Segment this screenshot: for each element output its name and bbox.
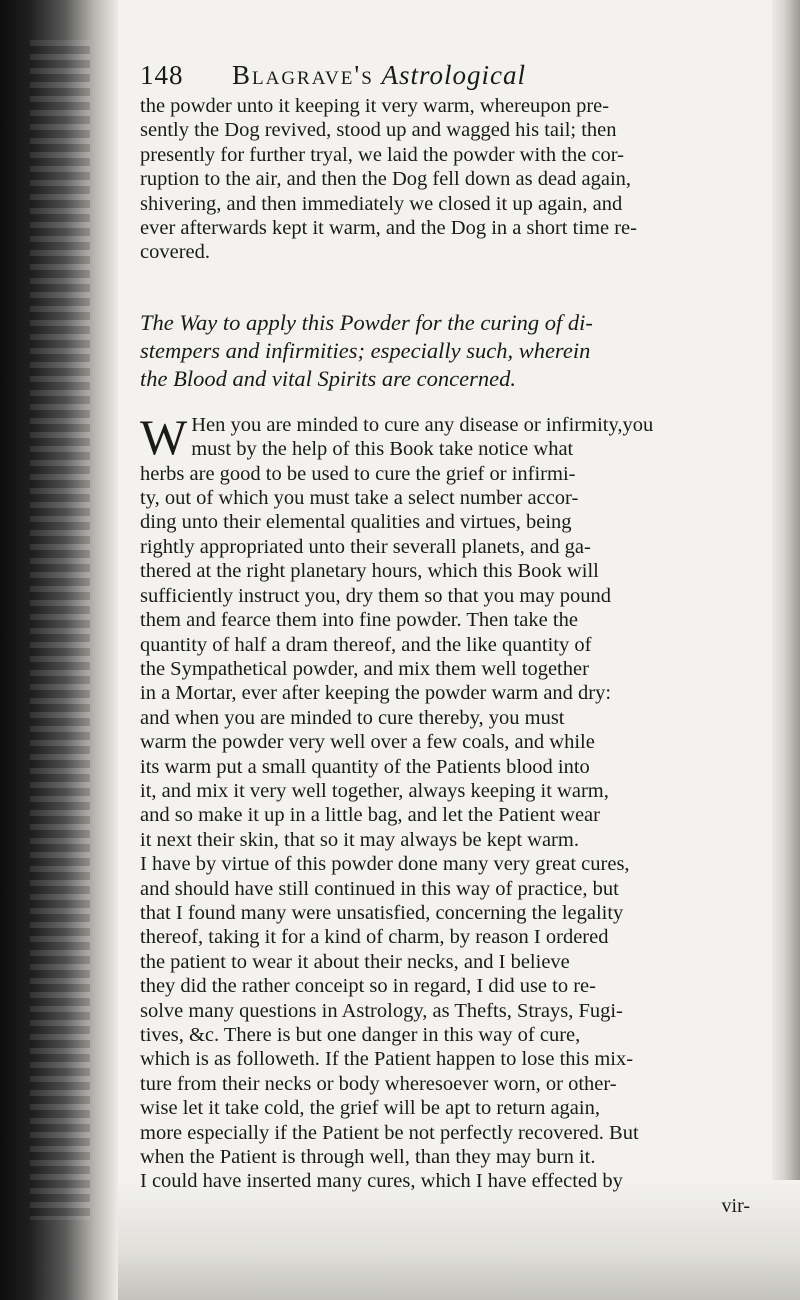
page-edge-shadow (772, 0, 800, 1300)
drop-cap-block (140, 408, 770, 465)
text-line: presently for further tryal, we laid the powder with the cor- (140, 143, 625, 166)
heading-line: stempers and infirmities; especially such, wherein (140, 337, 591, 363)
top-paragraph (140, 94, 770, 265)
text-line: I could have inserted many cures, which I have effected by (140, 1170, 623, 1193)
text-line: ty, out of which you must take a select number accor- (140, 487, 579, 510)
text-line: it next their skin, that so it may always be kept warm. (140, 828, 579, 851)
text-line: and when you are minded to cure thereby, you must (140, 706, 565, 729)
text-line: in a Mortar, ever after keeping the powder warm and dry: (140, 682, 612, 705)
text-line: thereof, taking it for a kind of charm, by reason I ordered (140, 926, 609, 949)
text-line: thered at the right planetary hours, which this Book will (140, 560, 599, 583)
text-line: herbs are good to be used to cure the grief or infirmi- (140, 462, 576, 485)
running-header (140, 58, 770, 94)
book-binding-shadow (0, 0, 118, 1300)
text-line: tives, &c. There is but one danger in this way of cure, (140, 1024, 581, 1046)
text-line: ever afterwards kept it warm, and the Dog in a short time re- (140, 217, 637, 240)
text-line: that I found many were unsatisfied, concerning the legality (140, 901, 624, 924)
catchword: vir- (721, 1194, 750, 1217)
text-line: and so make it up in a little bag, and let the Patient wear (140, 804, 600, 827)
running-title (232, 60, 526, 91)
text-line: sently the Dog revived, stood up and wagged his tail; then (140, 119, 617, 142)
text-line: which is as followeth. If the Patient happen to lose this mix- (140, 1048, 634, 1071)
text-line: solve many questions in Astrology, as Thefts, Strays, Fugi- (140, 999, 623, 1022)
text-line: I have by virtue of this powder done many very great cures, (140, 853, 630, 876)
heading-line: the Blood and vital Spirits are concerned. (140, 365, 516, 391)
text-line: Hen you are minded to cure any disease or infirmity,you (191, 413, 654, 436)
text-line: its warm put a small quantity of the Patients blood into (140, 755, 590, 778)
text-line: rightly appropriated unto their severall planets, and ga- (140, 535, 591, 558)
text-line: the patient to wear it about their necks, and I believe (140, 950, 570, 973)
text-line: it, and mix it very well together, always keeping it warm, (140, 779, 609, 802)
drop-cap: W (140, 408, 188, 465)
text-line: shivering, and then immediately we closed it up again, and (140, 192, 623, 215)
text-line: more especially if the Patient be not perfectly recovered. But (140, 1121, 639, 1144)
section-heading (140, 309, 770, 393)
text-line: ding unto their elemental qualities and virtues, being (140, 511, 572, 534)
page-number: 148 (140, 60, 184, 90)
text-line: quantity of half a dram thereof, and the like quantity of (140, 633, 592, 656)
running-title-author: Blagrave's (232, 60, 374, 90)
body-paragraph (140, 408, 770, 1194)
text-line: the Sympathetical powder, and mix them well together (140, 657, 589, 680)
text-line: the powder unto it keeping it very warm, whereupon pre- (140, 95, 610, 117)
text-line: sufficiently instruct you, dry them so that you may pound (140, 584, 612, 607)
text-line: ture from their necks or body wheresoever worn, or other- (140, 1072, 617, 1095)
text-line: they did the rather conceipt so in regard, I did use to re- (140, 975, 596, 998)
heading-line: The Way to apply this Powder for the curing of di- (140, 309, 593, 335)
text-line: and should have still continued in this way of practice, but (140, 877, 619, 900)
text-line: when the Patient is through well, than they may burn it. (140, 1146, 596, 1169)
running-title-word: Astrological (381, 60, 527, 90)
text-line: them and fearce them into fine powder. Then take the (140, 609, 578, 632)
text-line: must by the help of this Book take notice what (191, 438, 574, 461)
text-line: warm the powder very well over a few coals, and while (140, 731, 595, 754)
text-line: wise let it take cold, the grief will be apt to return again, (140, 1097, 600, 1120)
text-line: covered. (140, 241, 210, 264)
book-page (140, 58, 770, 1217)
text-line: ruption to the air, and then the Dog fell down as dead again, (140, 168, 632, 191)
